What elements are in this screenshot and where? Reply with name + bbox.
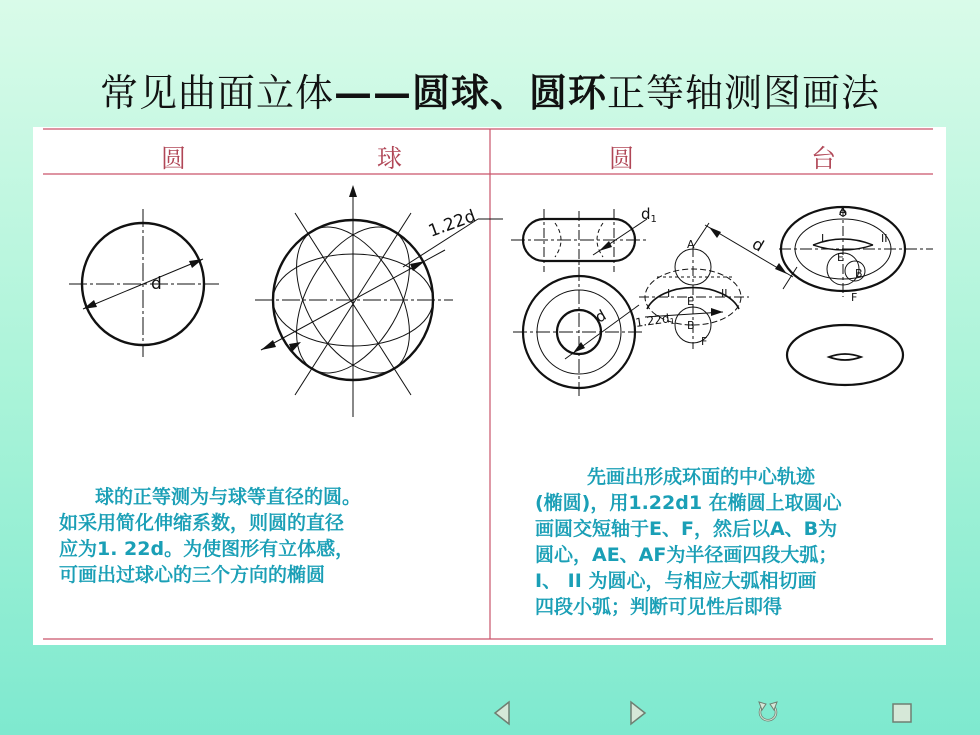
- right-note-line: I、 II 为圆心，与相应大弧相切画: [535, 570, 817, 592]
- torus-pt-B-label: B: [855, 267, 863, 280]
- torus-pt-II-label: II: [881, 232, 888, 245]
- left-note-line: 应为1. 22d。为使图形有立体感，: [59, 538, 355, 560]
- torus-d1-label: $d_1$: [641, 205, 657, 225]
- torus-front-d-label: d: [592, 306, 610, 327]
- torus-construction: [639, 223, 797, 349]
- title-part1: 常见曲面立体: [99, 71, 334, 115]
- stop-button[interactable]: [888, 699, 916, 727]
- header-left-b: 球: [377, 144, 403, 173]
- torus-top-view: [511, 209, 647, 272]
- left-note: [59, 484, 479, 588]
- pt-B-label: B: [687, 319, 695, 332]
- header-left-a: 圆: [161, 144, 187, 173]
- pt-E-label: E: [687, 295, 694, 308]
- title-part2: 圆球、圆环: [411, 70, 607, 115]
- pt-I-label: I: [667, 287, 671, 300]
- torus-pt-F-label: F: [851, 291, 858, 304]
- right-note-line: 圆心，AE、AF为半径画四段大弧；: [535, 544, 838, 566]
- return-arrow-icon: [755, 700, 781, 726]
- torus-pt-I-label: I: [821, 232, 825, 245]
- right-note: [535, 464, 935, 620]
- triangle-left-icon: [491, 700, 513, 726]
- torus-pt-E-label: E: [837, 251, 844, 264]
- title-dash: ——: [333, 70, 412, 115]
- left-note-line: 如采用简化伸缩系数，则圆的直径: [59, 512, 345, 534]
- torus-dim-d-label: d: [749, 234, 768, 256]
- left-note-line: 可画出过球心的三个方向的椭圆: [59, 564, 326, 586]
- pt-F-label: F: [701, 335, 708, 348]
- right-note-line: (椭圆)，用1.22d1 在椭圆上取圆心: [535, 492, 842, 514]
- next-button[interactable]: [624, 699, 652, 727]
- torus-front-view: [513, 267, 645, 397]
- sphere-d-label: d: [151, 274, 162, 294]
- pt-A-label: A: [687, 238, 695, 251]
- sphere-simple-figure: [69, 209, 219, 357]
- pt-II-label: II: [721, 287, 728, 300]
- right-note-line: 四段小弧；判断可见性后即得: [535, 596, 783, 618]
- sphere-dim-label: 1.22d: [425, 206, 479, 242]
- header-right-b: 台: [811, 144, 837, 173]
- content-panel: [33, 127, 946, 645]
- left-note-line: 球的正等测为与球等直径的圆。: [95, 486, 362, 508]
- torus-construction-dim-label: 1.22d1: [634, 311, 676, 330]
- header-right-a: 圆: [609, 144, 635, 173]
- right-note-line: 画圆交短轴于E、F，然后以A、B为: [535, 518, 838, 540]
- page-title: [0, 62, 980, 117]
- title-part3: 正等轴测图画法: [607, 71, 881, 115]
- return-button[interactable]: [754, 699, 782, 727]
- prev-button[interactable]: [488, 699, 516, 727]
- torus-pt-A-label: A: [839, 205, 847, 218]
- torus-axonometric-figure: [779, 207, 933, 297]
- triangle-right-icon: [627, 700, 649, 726]
- square-stop-icon: [890, 701, 914, 725]
- torus-final-figure: [787, 325, 903, 385]
- right-note-line: 先画出形成环面的中心轨迹: [587, 466, 816, 488]
